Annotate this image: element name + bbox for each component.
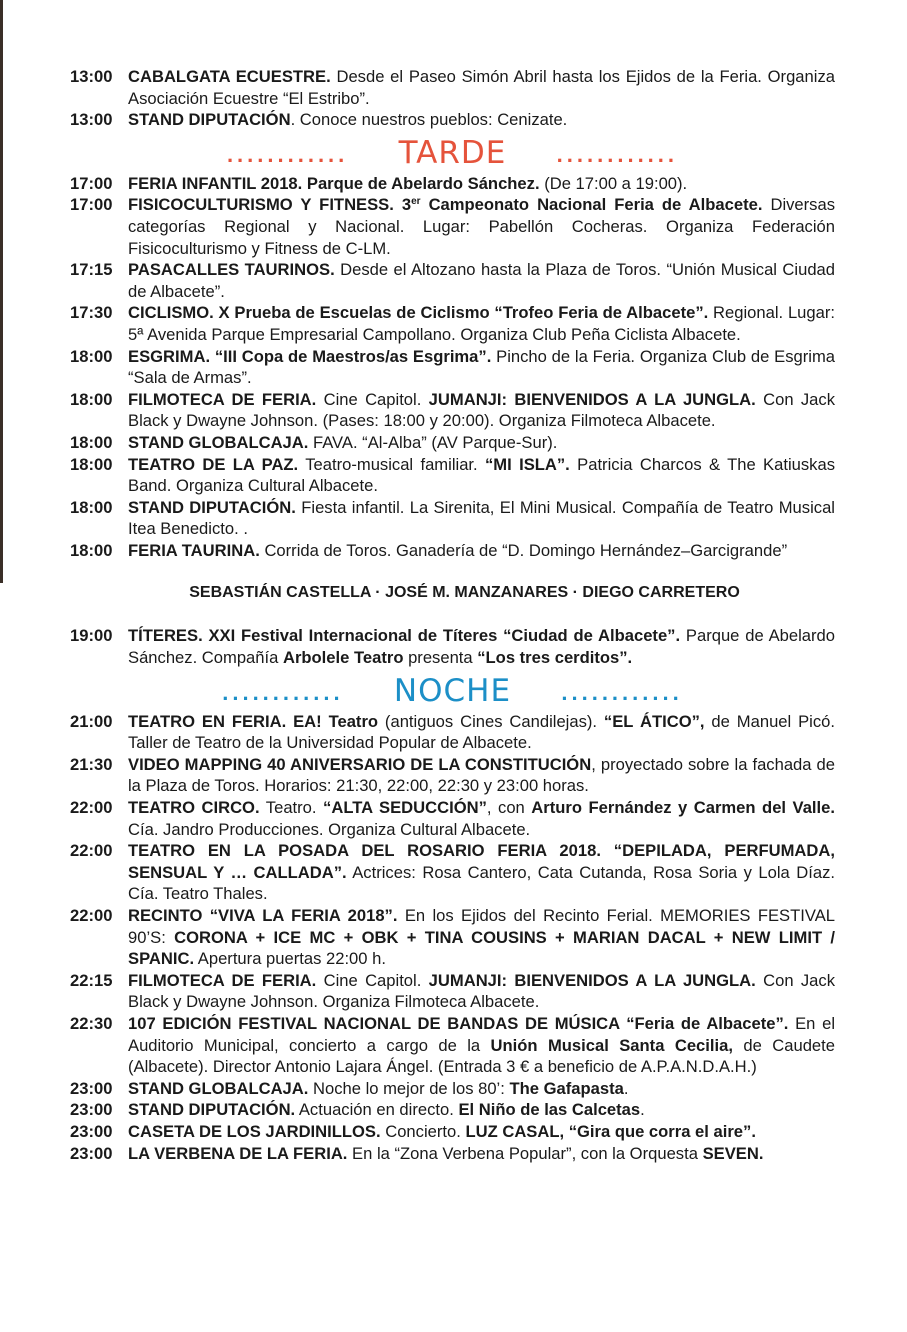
- event-time: 13:00: [70, 67, 113, 86]
- section-title-tarde: TARDE: [398, 134, 507, 171]
- event-entry: [70, 540, 835, 562]
- event-time: 21:30: [70, 754, 113, 774]
- event-description: [128, 1078, 835, 1100]
- event-text-bold: “VIVA LA FERIA 2018”.: [209, 906, 398, 925]
- event-description: [128, 194, 835, 259]
- event-text-bold: TEATRO EN FERIA. EA! Teatro: [128, 711, 379, 731]
- event-entry: [70, 625, 835, 668]
- event-text: .: [640, 1100, 645, 1120]
- event-text: FAVA. “Al-Alba” (AV Parque-Sur).: [308, 432, 558, 452]
- section-header-tarde: [70, 133, 835, 173]
- event-text: Regional. Lugar: 5ª Avenida Parque Empresarial Campollano. Organiza Club Peña Ciclista Albacete.: [128, 303, 835, 344]
- dots-right: ............: [556, 141, 679, 167]
- event-text: Actrices: Rosa Cantero, Cata Cutanda, Rosa Soria y Lola Díaz. Cía. Teatro Thales.: [128, 862, 836, 904]
- event-text-bold: Arbolele Teatro: [282, 648, 404, 668]
- event-text-bold: CASETA DE LOS JARDINILLOS.: [128, 1121, 381, 1141]
- event-text-bold: The Gafapasta: [509, 1078, 624, 1098]
- event-description: [128, 173, 835, 195]
- event-description: [128, 970, 835, 1013]
- event-text: Apertura puertas 22:00 h.: [194, 949, 386, 969]
- event-time: 22:00: [70, 798, 113, 818]
- event-entry: [70, 109, 835, 131]
- event-text: de Manuel Picó. Taller de Teatro de la Universidad Popular de Albacete.: [128, 711, 835, 753]
- event-text: de Caudete (Albacete). Director Antonio Lajara Ángel. (Entrada 3 € a beneficio de A.P.A.N.D.A.H.): [128, 1035, 835, 1077]
- event-entry: [70, 259, 835, 302]
- event-text: Teatro.: [259, 798, 324, 818]
- event-text: (antiguos Cines Candilejas).: [378, 711, 604, 731]
- event-text-bold: RECINTO: [128, 906, 203, 925]
- event-time: 22:15: [70, 970, 113, 990]
- event-text: Parque de Abelardo Sánchez. Compañía: [128, 626, 835, 668]
- event-text: Pincho de la Feria. Organiza Club de Esgrima “Sala de Armas”.: [128, 346, 835, 388]
- event-time: 23:00: [70, 1100, 113, 1120]
- event-description: [128, 432, 835, 454]
- event-text: .: [623, 1078, 629, 1098]
- event-text: Cía. Jandro Producciones. Organiza Cultural Albacete.: [128, 819, 531, 839]
- toreros-line: SEBASTIÁN CASTELLA · JOSÉ M. MANZANARES · DIEGO CARRETERO: [189, 584, 740, 602]
- event-text: Patricia Charcos & The Katiuskas Band. Organiza Cultural Albacete.: [128, 454, 835, 496]
- event-description: [128, 346, 835, 389]
- event-description: [128, 905, 835, 970]
- event-text-bold: LUZ CASAL, “Gira que corra el aire”.: [465, 1121, 756, 1141]
- event-description: [128, 389, 835, 432]
- event-text-bold: “Los tres cerditos”.: [477, 648, 633, 668]
- event-entry: [70, 454, 835, 497]
- event-time: 18:00: [70, 389, 113, 409]
- event-text: , proyectado sobre la fachada de la Plaza de Toros. Horarios: 21:30, 22:00, 22:30 y 23:00 horas.: [128, 754, 835, 796]
- event-text-bold: FERIA INFANTIL 2018. Parque de Abelardo Sánchez.: [128, 173, 540, 193]
- event-time: 23:00: [70, 1121, 113, 1141]
- noche-list: [70, 711, 835, 1164]
- event-description: [128, 497, 835, 540]
- event-text-bold: STAND DIPUTACIÓN.: [128, 497, 296, 517]
- event-text-bold: TEATRO EN LA POSADA DEL ROSARIO FERIA 2018. “DEPILADA, PERFUMADA, SENSUAL Y … CALLADA”.: [128, 841, 835, 882]
- event-entry: [70, 432, 835, 454]
- event-time: 22:30: [70, 1013, 113, 1033]
- event-text-bold: FILMOTECA DE FERIA.: [128, 970, 317, 990]
- event-time: 18:00: [70, 540, 113, 560]
- event-text: . Conoce nuestros pueblos: Cenizate.: [290, 110, 568, 130]
- event-entry: [70, 970, 835, 1013]
- event-description: [128, 302, 835, 345]
- event-text-bold: “EL ÁTICO”,: [603, 711, 705, 731]
- event-text-bold: JUMANJI: BIENVENIDOS A LA JUNGLA.: [428, 970, 756, 990]
- event-text: Concierto.: [380, 1121, 466, 1141]
- event-description: [128, 840, 835, 905]
- event-text-bold: Campeonato Nacional Feria de Albacete.: [420, 195, 763, 215]
- event-text: Con Jack Black y Dwayne Johnson. (Pases: 18:00 y 20:00). Organiza Filmoteca Albacete.: [128, 389, 835, 431]
- event-entry: [70, 1013, 835, 1078]
- event-description: [128, 754, 835, 797]
- event-entry: [70, 1143, 835, 1165]
- event-text: En los Ejidos del Recinto Ferial. MEMORIES FESTIVAL 90’S:: [128, 906, 835, 947]
- event-text-bold: STAND GLOBALCAJA.: [128, 432, 309, 452]
- event-text: Fiesta infantil. La Sirenita, El Mini Musical. Compañía de Teatro Musical Itea Benedicto. .: [128, 497, 835, 539]
- dots-left: ............: [222, 679, 344, 705]
- event-description: [128, 1143, 835, 1165]
- event-entry: [70, 1078, 835, 1100]
- event-time: 19:00: [70, 626, 113, 646]
- event-text-bold: CORONA + ICE MC + OBK + TINA COUSINS + MARIAN DACAL + NEW LIMIT / SPANIC.: [128, 927, 835, 969]
- event-entry: [70, 797, 835, 840]
- event-time: 21:00: [70, 711, 113, 731]
- tarde-list: [70, 173, 835, 562]
- event-text-bold: TEATRO CIRCO.: [128, 798, 260, 818]
- event-text: Teatro-musical familiar.: [298, 454, 485, 474]
- event-text-bold: LA VERBENA DE LA FERIA.: [128, 1143, 348, 1163]
- event-description: [128, 625, 835, 668]
- event-description: [128, 540, 835, 562]
- event-text: (De 17:00 a 19:00).: [539, 173, 688, 193]
- event-entry: [70, 389, 835, 432]
- event-time: 17:00: [70, 173, 113, 193]
- event-time: 17:00: [70, 195, 113, 215]
- event-text-bold: 107 EDICIÓN FESTIVAL NACIONAL DE BANDAS DE MÚSICA “Feria de Albacete”.: [128, 1013, 789, 1033]
- event-text-bold: CICLISMO. X Prueba de Escuelas de Ciclismo “Trofeo Feria de Albacete”.: [128, 303, 709, 323]
- event-entry: [70, 302, 835, 345]
- event-text-bold: PASACALLES TAURINOS.: [128, 260, 335, 280]
- event-text-bold: SEVEN.: [702, 1143, 764, 1163]
- event-text: Diversas categorías Regional y Nacional. Lugar: Pabellón Cocheras. Organiza Federación Fisicoculturismo y Fitness de C-LM.: [128, 195, 836, 258]
- dots-right: ............: [561, 679, 683, 705]
- event-text: Corrida de Toros. Ganadería de “D. Domingo Hernández–Garcigrande”: [259, 540, 788, 560]
- event-text: Cine Capitol.: [316, 389, 429, 409]
- manana-list: [70, 66, 835, 131]
- event-text: Noche lo mejor de los 80’:: [308, 1078, 510, 1098]
- event-entry: [70, 346, 835, 389]
- event-entry: [70, 905, 835, 970]
- event-text-bold: STAND DIPUTACIÓN.: [128, 1100, 296, 1120]
- event-text: , con: [486, 798, 532, 818]
- event-text: Cine Capitol.: [316, 970, 429, 990]
- event-text-bold: ESGRIMA. “III Copa de Maestros/as Esgrima”.: [128, 346, 492, 366]
- event-entry: [70, 754, 835, 797]
- event-text-bold: er: [411, 196, 421, 208]
- event-text-bold: CABALGATA ECUESTRE.: [128, 67, 331, 86]
- event-time: 13:00: [70, 110, 113, 130]
- tarde-list-2: [70, 625, 835, 668]
- event-text: En la “Zona Verbena Popular”, con la Orquesta: [347, 1143, 703, 1163]
- event-text: En el Auditorio Municipal, concierto a cargo de la: [128, 1013, 836, 1055]
- event-text-bold: FERIA TAURINA.: [128, 540, 260, 560]
- event-description: [128, 1013, 835, 1078]
- event-entry: [70, 1121, 835, 1143]
- event-text-bold: FISICOCULTURISMO Y FITNESS. 3: [128, 195, 412, 215]
- event-text-bold: STAND GLOBALCAJA.: [128, 1078, 309, 1098]
- event-time: 22:00: [70, 906, 113, 925]
- event-text-bold: “ALTA SEDUCCIÓN”: [323, 798, 487, 818]
- event-time: 18:00: [70, 346, 113, 366]
- event-text: Desde el Paseo Simón Abril hasta los Ejidos de la Feria. Organiza Asociación Ecuestre “El Estribo”.: [128, 67, 835, 108]
- event-text-bold: VIDEO MAPPING 40 ANIVERSARIO DE LA CONSTITUCIÓN: [128, 754, 592, 774]
- event-text-bold: “MI ISLA”.: [485, 454, 570, 474]
- event-description: [128, 454, 835, 497]
- event-entry: [70, 711, 835, 754]
- event-time: 18:00: [70, 432, 113, 452]
- dots-left: ............: [226, 141, 349, 167]
- event-description: [128, 259, 835, 302]
- event-text-bold: Arturo Fernández y Carmen del Valle.: [531, 798, 835, 818]
- page-edge-mark: [0, 0, 3, 583]
- section-title-noche: NOCHE: [393, 672, 512, 709]
- event-text: [202, 906, 209, 925]
- event-time: 23:00: [70, 1143, 113, 1163]
- event-text-bold: El Niño de las Calcetas: [458, 1100, 641, 1120]
- event-text-bold: JUMANJI: BIENVENIDOS A LA JUNGLA.: [428, 389, 756, 409]
- event-entry: [70, 173, 835, 195]
- event-entry: [70, 497, 835, 540]
- event-text-bold: TÍTERES. XXI Festival Internacional de Títeres “Ciudad de Albacete”.: [128, 626, 681, 646]
- event-text-bold: FILMOTECA DE FERIA.: [128, 389, 317, 409]
- event-time: 18:00: [70, 454, 113, 474]
- event-text-bold: Unión Musical Santa Cecilia,: [490, 1035, 733, 1055]
- event-entry: [70, 840, 835, 905]
- event-description: [128, 109, 835, 131]
- program-content: [70, 66, 835, 1164]
- event-text: presenta: [403, 648, 478, 668]
- event-text-bold: STAND DIPUTACIÓN: [128, 110, 291, 130]
- section-header-noche: [70, 671, 835, 711]
- event-time: 17:30: [70, 303, 113, 323]
- event-text: Desde el Altozano hasta la Plaza de Toros. “Unión Musical Ciudad de Albacete”.: [128, 260, 835, 301]
- event-text-bold: TEATRO DE LA PAZ.: [128, 454, 299, 474]
- event-description: [128, 66, 835, 109]
- event-time: 22:00: [70, 841, 113, 861]
- event-description: [128, 711, 835, 754]
- event-entry: [70, 194, 835, 259]
- event-entry: [70, 1099, 835, 1121]
- event-time: 23:00: [70, 1078, 113, 1098]
- event-description: [128, 797, 835, 840]
- event-time: 18:00: [70, 497, 113, 517]
- event-description: [128, 1099, 835, 1121]
- event-time: 17:15: [70, 260, 113, 280]
- event-text: Actuación en directo.: [295, 1100, 459, 1120]
- event-text: Con Jack Black y Dwayne Johnson. Organiza Filmoteca Albacete.: [128, 970, 835, 1012]
- event-entry: [70, 66, 835, 109]
- event-description: [128, 1121, 835, 1143]
